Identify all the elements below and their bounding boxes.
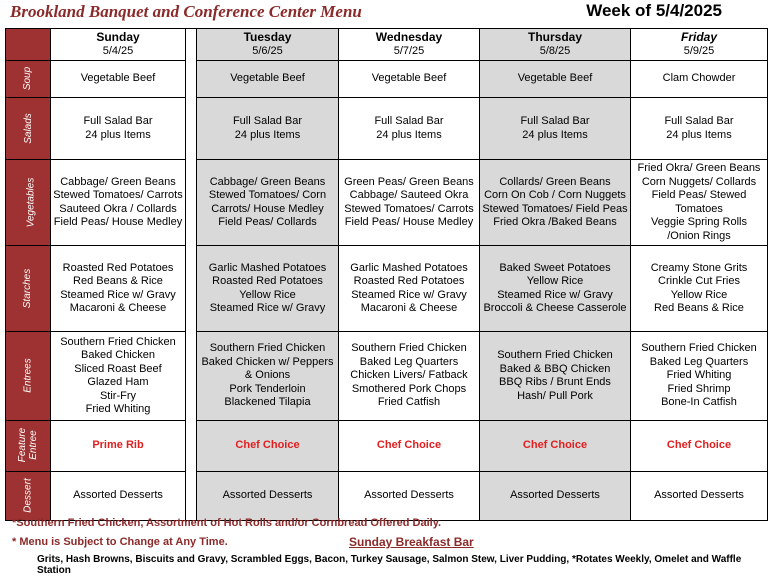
menu-cell: Prime Rib	[51, 421, 186, 472]
menu-cell: Assorted Desserts	[197, 472, 339, 521]
menu-cell: Baked Sweet Potatoes Yellow Rice Steamed Rice w/ Gravy Broccoli & Cheese Casserole	[480, 246, 631, 332]
menu-cell: Roasted Red Potatoes Red Beans & Rice Steamed Rice w/ Gravy Macaroni & Cheese	[51, 246, 186, 332]
day-header-thursday: Thursday 5/8/25	[480, 29, 631, 61]
menu-cell: Vegetable Beef	[339, 61, 480, 98]
starches-row	[6, 246, 768, 332]
menu-cell: Vegetable Beef	[197, 61, 339, 98]
menu-title: Brookland Banquet and Conference Center Menu	[10, 2, 362, 21]
menu-cell: Chef Choice	[197, 421, 339, 472]
menu-cell: Southern Fried Chicken Baked Chicken w/ Peppers & Onions Pork Tenderloin Blackened Tilapia	[197, 332, 339, 421]
category-vegetables: Vegetables	[6, 160, 51, 246]
menu-cell: Fried Okra/ Green Beans Corn Nuggets/ Collards Field Peas/ Stewed Tomatoes Veggie Spring Rolls /Onion Rings	[631, 160, 768, 246]
menu-cell: Southern Fried Chicken Baked & BBQ Chicken BBQ Ribs / Brunt Ends Hash/ Pull Pork	[480, 332, 631, 421]
menu-cell: Southern Fried Chicken Baked Leg Quarters Chicken Livers/ Fatback Smothered Pork Chops Fried Catfish	[339, 332, 480, 421]
breakfast-bar-items: Grits, Hash Browns, Biscuits and Gravy, Scrambled Eggs, Bacon, Turkey Sausage, Salmon Stew, Liver Pudding, *Rotates Weekly, Omelet and Waffle Station	[37, 554, 742, 576]
menu-cell: Full Salad Bar 24 plus Items	[51, 98, 186, 160]
menu-cell: Chef Choice	[631, 421, 768, 472]
menu-cell: Clam Chowder	[631, 61, 768, 98]
category-dessert: Dessert	[6, 472, 51, 521]
menu-cell: Green Peas/ Green Beans Cabbage/ Sauteed Okra Stewed Tomatoes/ Carrots Field Peas/ House Medley	[339, 160, 480, 246]
menu-cell: Vegetable Beef	[480, 61, 631, 98]
menu-cell: Assorted Desserts	[339, 472, 480, 521]
footnote-subject-to-change: * Menu is Subject to Change at Any Time.	[12, 536, 228, 548]
menu-cell: Garlic Mashed Potatoes Roasted Red Potatoes Yellow Rice Steamed Rice w/ Gravy	[197, 246, 339, 332]
soup-row	[6, 61, 768, 98]
category-soup: Soup	[6, 61, 51, 98]
menu-cell: Chef Choice	[480, 421, 631, 472]
corner-cell	[6, 29, 51, 61]
menu-cell: Southern Fried Chicken Baked Leg Quarters Fried Whiting Fried Shrimp Bone-In Catfish	[631, 332, 768, 421]
salads-row	[6, 98, 768, 160]
day-header-friday: Friday 5/9/25	[631, 29, 768, 61]
menu-cell: Full Salad Bar 24 plus Items	[631, 98, 768, 160]
category-starches: Starches	[6, 246, 51, 332]
week-label: Week of 5/4/2025	[586, 1, 722, 20]
menu-cell: Cabbage/ Green Beans Stewed Tomatoes/ Carrots Sauteed Okra / Collards Field Peas/ House Medley	[51, 160, 186, 246]
menu-cell: Collards/ Green Beans Corn On Cob / Corn Nuggets Stewed Tomatoes/ Field Peas Fried Okra /Baked Beans	[480, 160, 631, 246]
menu-cell: Full Salad Bar 24 plus Items	[197, 98, 339, 160]
menu-cell: Assorted Desserts	[51, 472, 186, 521]
column-gap	[186, 29, 197, 521]
breakfast-bar-title: Sunday Breakfast Bar	[349, 535, 474, 549]
day-header-wednesday: Wednesday 5/7/25	[339, 29, 480, 61]
menu-cell: Assorted Desserts	[480, 472, 631, 521]
day-header-sunday: Sunday 5/4/25	[51, 29, 186, 61]
menu-cell: Full Salad Bar 24 plus Items	[480, 98, 631, 160]
menu-table	[5, 28, 768, 521]
menu-cell: Full Salad Bar 24 plus Items	[339, 98, 480, 160]
entrees-row	[6, 332, 768, 421]
menu-cell: Vegetable Beef	[51, 61, 186, 98]
category-salads: Salads	[6, 98, 51, 160]
category-feature-entree: Feature Entree	[6, 421, 51, 472]
menu-cell: Creamy Stone Grits Crinkle Cut Fries Yellow Rice Red Beans & Rice	[631, 246, 768, 332]
menu-cell: Assorted Desserts	[631, 472, 768, 521]
menu-cell: Cabbage/ Green Beans Stewed Tomatoes/ Corn Carrots/ House Medley Field Peas/ Collards	[197, 160, 339, 246]
vegetables-row	[6, 160, 768, 246]
feature-row	[6, 421, 768, 472]
menu-cell: Garlic Mashed Potatoes Roasted Red Potatoes Steamed Rice w/ Gravy Macaroni & Cheese	[339, 246, 480, 332]
day-header-tuesday: Tuesday 5/6/25	[197, 29, 339, 61]
category-entrees: Entrees	[6, 332, 51, 421]
menu-cell: Chef Choice	[339, 421, 480, 472]
menu-cell: Southern Fried Chicken Baked Chicken Sliced Roast Beef Glazed Ham Stir-Fry Fried Whiting	[51, 332, 186, 421]
footnote-daily: *Southern Fried Chicken, Assortment of Hot Rolls and/or Cornbread Offered Daily.	[12, 517, 442, 529]
dessert-row	[6, 472, 768, 521]
day-header-row	[6, 29, 768, 61]
